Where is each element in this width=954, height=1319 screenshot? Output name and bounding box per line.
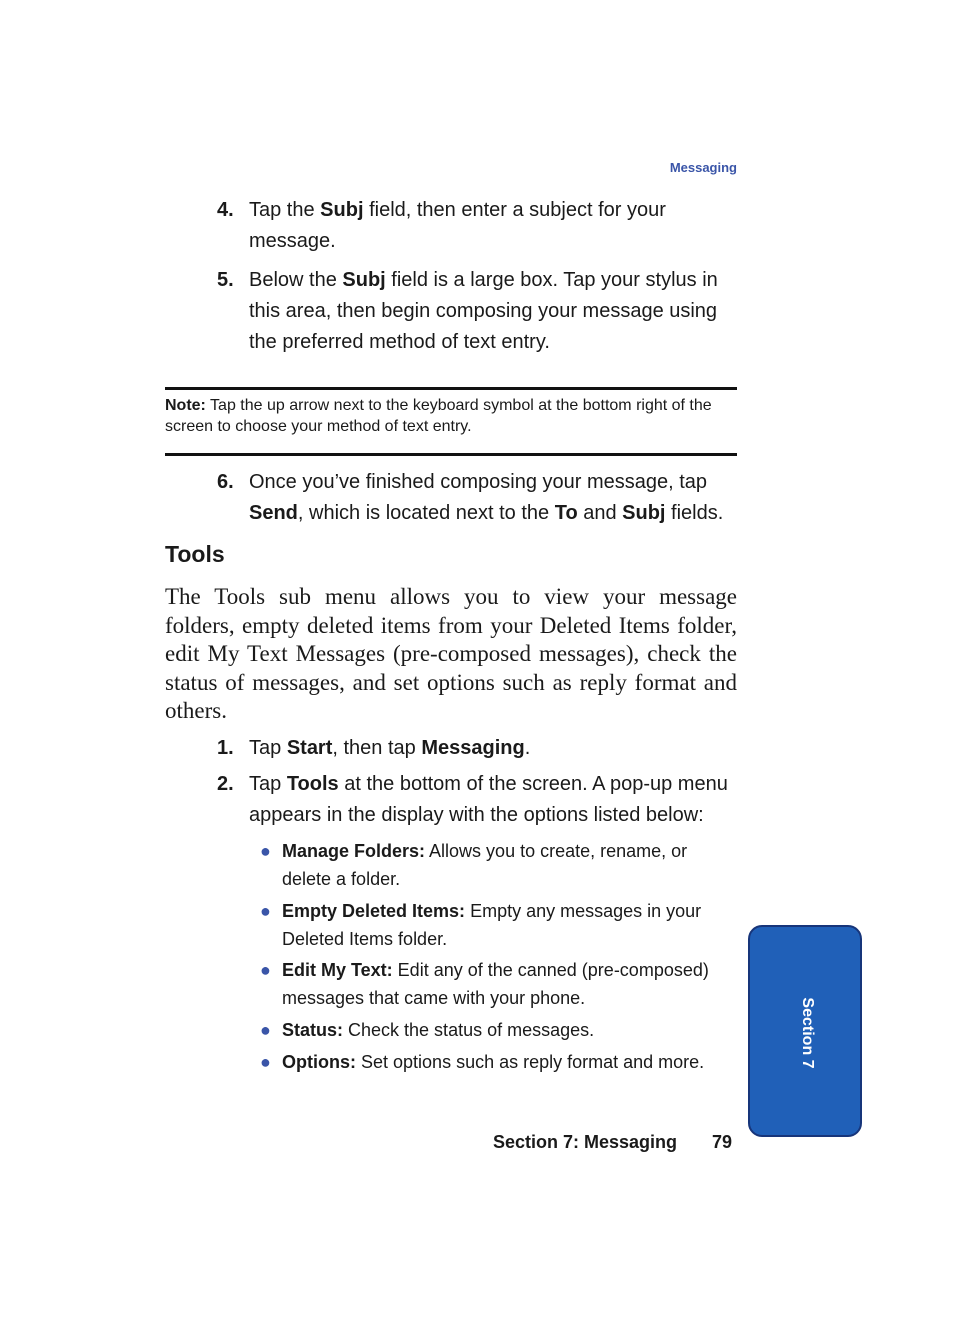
step-text: Once you’ve finished composing your message, tap Send, which is located next to the To and Subj fields.	[249, 471, 724, 524]
running-head: Messaging	[669, 160, 737, 175]
step-number: 1.	[217, 737, 234, 759]
bullet-icon: ●	[260, 1020, 271, 1040]
note-text: Tap the up arrow next to the keyboard symbol at the bottom right of the screen to choose your method of text entry.	[165, 397, 712, 435]
bullet-icon: ●	[260, 841, 271, 861]
footer-section-label: Section 7: Messaging	[493, 1132, 678, 1152]
step-text: Tap Start, then tap Messaging.	[249, 737, 531, 759]
step-number: 2.	[217, 773, 234, 795]
list-item: ● Status: Check the status of messages.	[260, 1016, 735, 1044]
note-top-rule	[165, 387, 737, 390]
list-item: ● Edit My Text: Edit any of the canned (pre-composed) messages that came with your phone.	[260, 956, 735, 1012]
note-label: Note:	[165, 397, 206, 414]
bullet-icon: ●	[260, 960, 271, 980]
list-item: ● Manage Folders: Allows you to create, rename, or delete a folder.	[260, 837, 735, 893]
step-4	[217, 195, 737, 257]
step-text: Tap Tools at the bottom of the screen. A pop-up menu appears in the display with the options listed below:	[249, 773, 728, 826]
page-number: 79	[712, 1132, 733, 1152]
step-text: Tap the Subj field, then enter a subject for your message.	[249, 199, 666, 252]
note	[165, 395, 737, 437]
list-item: ● Options: Set options such as reply format and more.	[260, 1048, 735, 1076]
step-6	[217, 467, 737, 529]
step-2	[217, 769, 737, 831]
step-5	[217, 265, 737, 358]
section-paragraph: The Tools sub menu allows you to view your message folders, empty deleted items from your Deleted Items folder, edit My Text Messages (pre-composed messages), check the status of messages, and set options such as reply format and others.	[165, 584, 737, 724]
section-tab-label: Section 7	[799, 997, 816, 1069]
section-tab	[748, 925, 862, 1137]
step-number: 5.	[217, 269, 234, 291]
step-number: 4.	[217, 199, 234, 221]
step-text: Below the Subj field is a large box. Tap your stylus in this area, then begin composing your message using the preferred method of text entry.	[249, 269, 718, 353]
step-number: 6.	[217, 471, 234, 493]
note-bottom-rule	[165, 453, 737, 456]
bullet-icon: ●	[260, 901, 271, 921]
list-item: ● Empty Deleted Items: Empty any messages in your Deleted Items folder.	[260, 897, 735, 953]
section-heading: Tools	[165, 541, 225, 567]
step-1	[217, 733, 737, 764]
bullet-icon: ●	[260, 1052, 271, 1072]
